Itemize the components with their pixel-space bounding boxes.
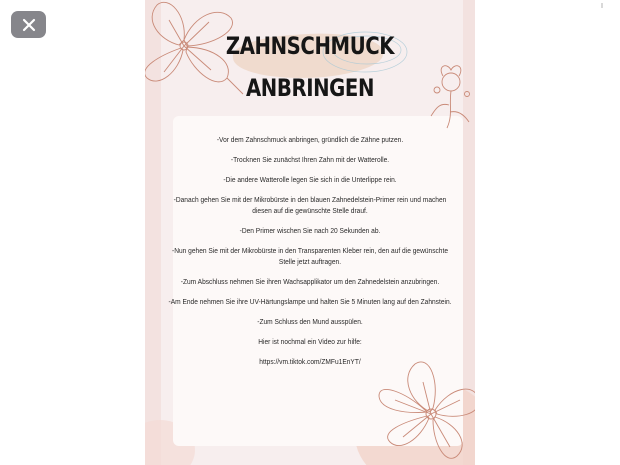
instruction-list [145, 134, 475, 376]
step-text: -Zum Schluss den Mund ausspülen. [257, 317, 363, 326]
close-icon [22, 18, 36, 32]
title-line-2: ANBRINGEN [245, 74, 375, 102]
document-page [145, 0, 475, 465]
step-text: -Trocknen Sie zunächst Ihren Zahn mit der Watterolle. [230, 155, 390, 164]
scroll-indicator [601, 3, 603, 8]
step-text: -Vor dem Zahnschmuck anbringen, gründlich die Zähne putzen. [216, 135, 404, 144]
step-text: -Den Primer wischen Sie nach 20 Sekunden ab. [239, 226, 381, 235]
step-text: -Die andere Watterolle legen Sie sich in die Unterlippe rein. [223, 175, 397, 184]
step-text: -Nun gehen Sie mit der Mikrobürste in den Transparenten Kleber rein, den auf die gewünschte Stelle jetzt auftragen. [171, 246, 449, 266]
step-text: -Am Ende nehmen Sie ihre UV-Härtungslampe und halten Sie 5 Minuten lang auf den Zahnstein. [168, 297, 452, 306]
step-text: -Danach gehen Sie mit der Mikrobürste in den blauen Zahnedelstein-Primer rein und machen diesen auf die gewünschte Stelle drauf. [173, 195, 447, 215]
close-button[interactable] [11, 11, 46, 38]
title-line-1: ZAHNSCHMUCK [225, 32, 395, 60]
step-text: -Zum Abschluss nehmen Sie ihren Wachsapplikator um den Zahnedelstein anzubringen. [180, 277, 440, 286]
video-intro-text: Hier ist nochmal ein Video zur hilfe: [258, 337, 362, 346]
video-link[interactable]: https://vm.tiktok.com/ZMFu1EnYT/ [259, 357, 361, 366]
